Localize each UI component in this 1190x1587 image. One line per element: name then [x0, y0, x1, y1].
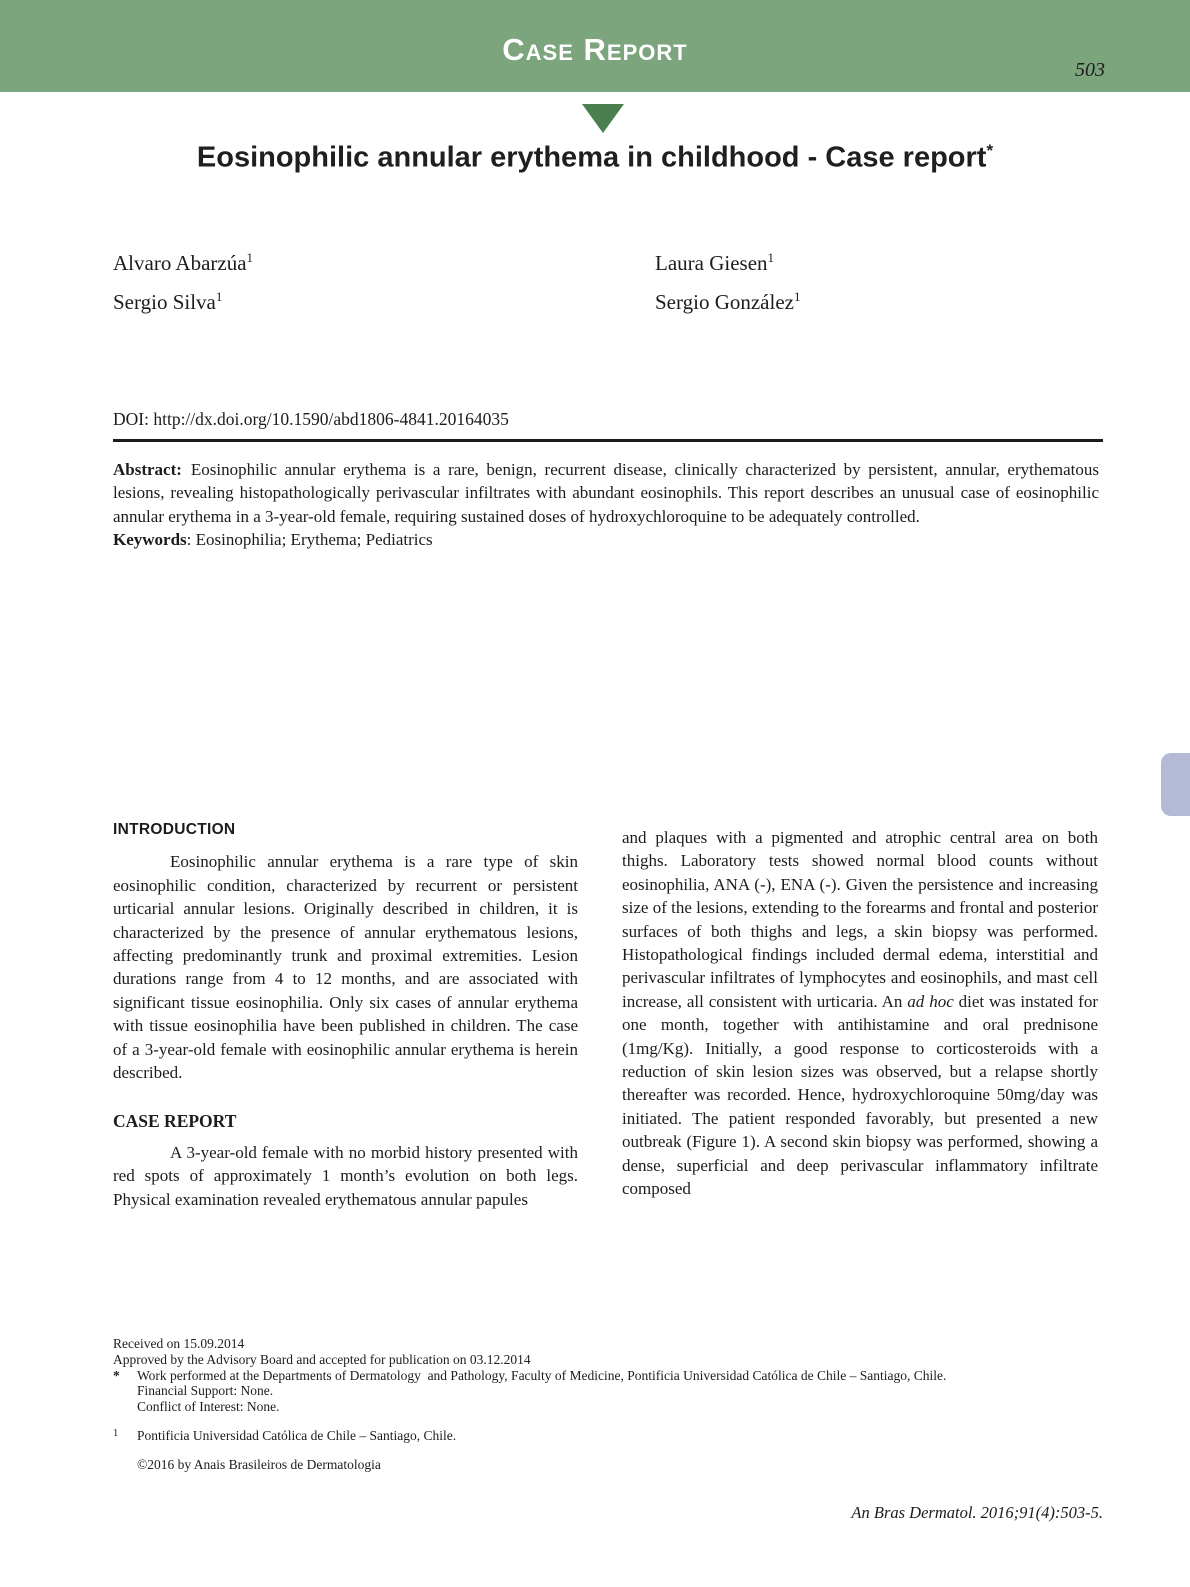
affiliation-text: Pontificia Universidad Católica de Chile – Santiago, Chile.: [137, 1428, 457, 1443]
affiliation-note: [113, 1428, 1113, 1444]
abstract-text: Eosinophilic annular erythema is a rare, benign, recurrent disease, clinically characterized by persistent, annular, erythematous lesions, revealing histopathologically perivascular infiltrates with abundant eosinophils. This report describes an unusual case of eosinophilic annular erythema in a 3-year-old female, requiring sustained doses of hydroxychloroquine to be adequately controlled.: [113, 460, 1099, 526]
author-affiliation-marker: 1: [246, 250, 254, 265]
journal-citation: An Bras Dermatol. 2016;91(4):503-5.: [851, 1503, 1103, 1522]
header-banner: [0, 0, 1190, 92]
author-name: Alvaro Abarzúa: [113, 251, 247, 275]
horizontal-rule: [113, 439, 1103, 442]
footnotes-block: [113, 1336, 1113, 1415]
case-report-text: and plaques with a pigmented and atrophic central area on both thighs. Laboratory tests showed normal blood counts without eosinophilia, ANA (-), ENA (-). Given the persistence and increasing size of the lesions, extending to the forearms and frontal and posterior surfaces of both thighs and legs, a skin biopsy was performed. Histopathological findings included dermal edema, interstitial and perivascular infiltrates of lymphocytes and eosinophils, and mast cell increase, all consistent with urticaria. An: [622, 828, 1098, 1011]
body-column-right: [622, 826, 1098, 1201]
work-performed-note: [113, 1368, 1113, 1384]
keywords-label: Keywords: [113, 530, 187, 550]
author-name: Sergio Silva: [113, 290, 216, 314]
asterisk-marker: *: [113, 1367, 120, 1383]
title-footnote-marker: *: [986, 141, 994, 160]
author-name: Sergio González: [655, 290, 794, 314]
page-number: 503: [1075, 59, 1105, 81]
author-affiliation-marker: 1: [767, 250, 775, 265]
case-report-heading: CASE REPORT: [113, 1111, 237, 1132]
keywords-text: : Eosinophilia; Erythema; Pediatrics: [186, 530, 433, 550]
abstract-label: Abstract:: [113, 460, 182, 479]
case-report-paragraph-col1: A 3-year-old female with no morbid history presented with red spots of approximately 1 month’s evolution on both legs. Physical examination revealed erythematous annular papules: [113, 1142, 578, 1209]
financial-support-note: Financial Support: None.: [137, 1383, 274, 1399]
author-name: Laura Giesen: [655, 251, 768, 275]
abstract-paragraph: [113, 458, 1099, 528]
body-column-left: [113, 818, 578, 1211]
introduction-heading: INTRODUCTION: [113, 821, 236, 838]
keywords-line: [113, 528, 1099, 551]
author: [113, 241, 253, 280]
work-performed-text: Work performed at the Departments of Dermatology and Pathology, Faculty of Medicine, Pontificia Universidad Católica de Chile – Santiago, Chile.: [137, 1367, 947, 1383]
abstract: [113, 458, 1099, 552]
case-report-italic-phrase: ad hoc: [907, 991, 954, 1011]
banner-section-title: Case Report: [502, 32, 688, 67]
case-report-paragraph-col2: [622, 826, 1098, 1201]
author-affiliation-marker: 1: [793, 289, 801, 304]
article-title-text: Eosinophilic annular erythema in childhood - Case report: [196, 141, 987, 174]
triangle-down-icon: [582, 104, 624, 133]
doi-text: DOI: http://dx.doi.org/10.1590/abd1806-4841.20164035: [113, 409, 509, 429]
affiliation-marker: 1: [113, 1428, 119, 1439]
author: [655, 280, 800, 319]
side-tab: [1161, 753, 1190, 816]
introduction-paragraph: Eosinophilic annular erythema is a rare type of skin eosinophilic condition, characterized by recurrent or persistent urticarial annular lesions. Originally described in children, it is characterized by the presence of annular erythematous lesions, affecting predominantly trunk and proximal extremities. Lesion durations range from 4 to 12 months, and are associated with significant tissue eosinophilia. Only six cases of annular erythema with tissue eosinophilia have been published in children. The case of a 3-year-old female with eosinophilic annular erythema is herein described.: [113, 852, 578, 1083]
author: [655, 241, 800, 280]
copyright-note: ©2016 by Anais Brasileiros de Dermatologia: [137, 1457, 381, 1472]
author-affiliation-marker: 1: [215, 289, 223, 304]
author-column-left: [113, 241, 253, 319]
author-column-right: [655, 241, 800, 319]
approved-note: Approved by the Advisory Board and accepted for publication on 03.12.2014: [113, 1351, 531, 1367]
article-title: [0, 142, 1190, 175]
received-note: Received on 15.09.2014: [113, 1336, 245, 1351]
conflict-of-interest-note: Conflict of Interest: None.: [137, 1399, 280, 1415]
author: [113, 280, 253, 319]
case-report-text: diet was instated for one month, together with antihistamine and oral prednisone (1mg/Kg). Initially, a good response to corticosteroids with a reduction of skin lesion sizes was observed, but a relapse shortly thereafter was recorded. Hence, hydroxychloroquine 50mg/day was initiated. The patient responded favorably, but presented a new outbreak (Figure 1). A second skin biopsy was performed, showing a dense, superficial and deep perivascular inflammatory infiltrate composed: [622, 991, 1098, 1199]
